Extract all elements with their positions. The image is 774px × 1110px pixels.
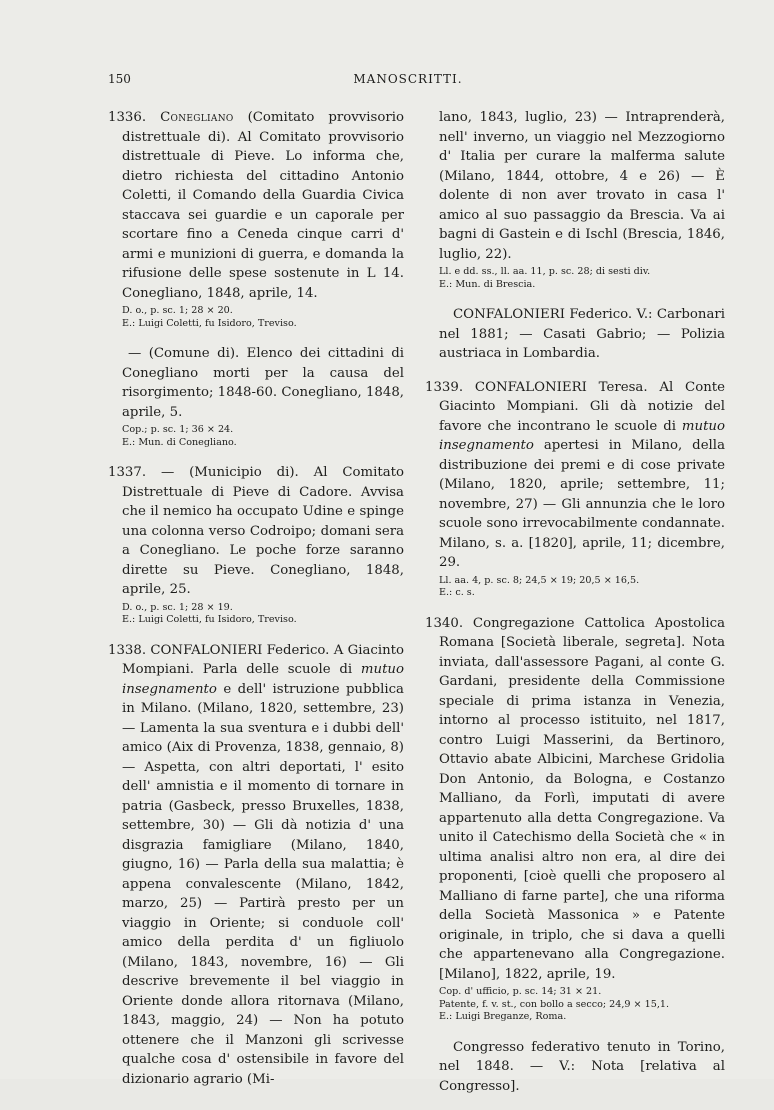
- entry-text: apertesi in Milano, della distribuzione dei premi e di cose private (Milano, 1820, aprile; settembre, 11; novembre, 27) — Gli annunzia che le loro scuole sono irrevocabilmente condannate. Milano, s. a. [1820], aprile, 11; dicembre, 29.: [439, 438, 725, 570]
- entry-lead: CONFALONIERI Teresa.: [474, 379, 648, 395]
- entry-notes: [108, 424, 404, 449]
- entry-body: [108, 108, 404, 303]
- entry-body: [108, 641, 404, 1090]
- entry-italic: mutuo insegnamento: [122, 662, 404, 697]
- note-line: E.: Mun. di Brescia.: [439, 278, 536, 290]
- note-line: E.: Luigi Coletti, fu Isidoro, Treviso.: [122, 614, 297, 625]
- entry-body: [425, 108, 725, 264]
- entry-body: [425, 305, 725, 364]
- entry-notes: [425, 986, 725, 1024]
- entry-1336: [108, 108, 404, 330]
- entry-body: [108, 344, 404, 422]
- note-line: Patente, f. v. st., con bollo a secco; 24,9 × 15,1.: [439, 998, 670, 1010]
- entry-1337: [108, 463, 404, 627]
- entry-italic: mutuo insegnamento: [439, 418, 725, 453]
- entry-comune: [108, 344, 404, 449]
- entry-body: [425, 1038, 725, 1097]
- entry-body: [425, 378, 725, 573]
- entry-text: — (Comune di). Elenco dei cittadini di Conegliano morti per la causa del risorgimento; 1848-60. Conegliano, 1848, aprile, 5.: [122, 346, 405, 420]
- right-column: [425, 108, 725, 1110]
- entry-1338: [108, 641, 404, 1090]
- entry-body: [425, 614, 725, 985]
- entry-text: Al Conte Giacinto Mompiani. Gli dà notizie del favore che incontrano le scuole di: [439, 379, 726, 434]
- entry-number: 1337.: [108, 465, 147, 480]
- entry-1340: [425, 614, 725, 1024]
- note-line: Ll. aa. 4, p. sc. 8; 24,5 × 19; 20,5 × 16,5.: [439, 574, 640, 586]
- entry-body: [108, 463, 404, 600]
- entry-number: 1339.: [425, 379, 464, 395]
- entry-notes: [108, 602, 404, 627]
- page-header: [108, 72, 708, 90]
- entry-notes: [425, 575, 725, 600]
- note-line: E.: c. s.: [439, 587, 475, 598]
- entry-notes: [108, 305, 404, 330]
- entry-lead: Conegliano: [160, 110, 234, 125]
- note-line: E.: Luigi Coletti, fu Isidoro, Treviso.: [122, 317, 297, 329]
- entry-congresso: [425, 1038, 725, 1097]
- entry-number: 1336.: [108, 110, 147, 125]
- page-number: 150: [108, 72, 131, 86]
- note-line: D. o., p. sc. 1; 28 × 20.: [122, 305, 233, 316]
- entry-text: Congregazione Cattolica Apostolica Romana [Società liberale, segreta]. Nota inviata, dall'assessore Pagani, al conte G. Gardani, presidente della Commissione speciale di prima istanza in Venezia, intorno al processo istituito, nel 1817, contro Luigi Masserini, da Bertinoro, Ottavio abate Albicini, Marchese Gridolia Don Antonio, da Bologna, e Costanzo Malliano, da Forlì, imputati di avere appartenuto alla detta Congregazione. Va unito il Catechismo della Società che « in ultima analisi altro non era, al dire dei proponenti, [cioè quelli che proposero al Malliano di farne parte], che una riforma della Società Massonica » e Patente originale, in triplo, che si dava a quelli che appartenevano alla Congregazione. [Milano], 1822, aprile, 19.: [439, 615, 725, 982]
- entry-text: (Comitato provvisorio distrettuale di). Al Comitato provvisorio distrettuale di Pieve. Lo informa che, dietro richiesta del cittadino Antonio Coletti, il Comando della Guardia Civica staccava sei guardie e un caporale per scortare fino a Ceneda cinque carri d' armi e munizioni di guerra, e domanda la rifusione delle spese sostenute in L 14. Conegliano, 1848, aprile, 14.: [122, 110, 404, 301]
- note-line: Ll. e dd. ss., ll. aa. 11, p. sc. 28; di sesti div.: [439, 266, 651, 277]
- entry-text: — (Municipio di). Al Comitato Distrettuale di Pieve di Cadore. Avvisa che il nemico ha occupato Udine e spinge una colonna verso Codroipo; domani sera a Conegliano. Le poche forze saranno dirette su Pieve. Conegliano, 1848, aprile, 25.: [122, 465, 404, 597]
- entry-1338-continued: [425, 108, 725, 291]
- entry-1339: [425, 378, 725, 600]
- note-line: D. o., p. sc. 1; 28 × 19.: [122, 601, 233, 613]
- note-line: Cop. d' ufficio, p. sc. 14; 31 × 21.: [439, 986, 602, 997]
- note-line: E.: Mun. di Conegliano.: [122, 436, 237, 448]
- entry-notes: [425, 266, 725, 291]
- note-line: E.: Luigi Breganze, Roma.: [439, 1011, 567, 1022]
- entry-text: e dell' istruzione pubblica in Milano. (Milano, 1820, settembre, 23) — Lamenta la sua sventura e i dubbi dell' amico (Aix di Provenza, 1838, gennaio, 8) — Aspetta, con altri deportati, l' esito dell' amnistia e il momento di tornare in patria (Gasbeck, presso Bruxelles, 1838, settembre, 30) — Gli dà notizia d' una disgrazia famigliare (Milano, 1840, giugno, 16) — Parla della sua malattia; è appena convalescente (Milano, 1842, marzo, 25) — Partirà presto per un viaggio in Oriente; si conduole coll' amico della perdita d' un figliuolo (Milano, 1843, novembre, 16) — Gli descrive brevemente il bel viaggio in Oriente donde allora ritornava (Milano, 1843, maggio, 24) — Non ha potuto ottenere che il Manzoni gli scrivesse qualche cosa d' ostensibile in favore del dizionario agrario (Mi-: [122, 681, 404, 1087]
- entry-number: 1340.: [425, 615, 464, 631]
- entry-text: A Giacinto Mompiani. Parla delle scuole di: [122, 642, 404, 677]
- entry-text: Congresso federativo tenuto in Torino, nel 1848. — V.: Nota [relativa al Congresso].: [439, 1039, 725, 1094]
- left-column: [108, 108, 404, 1103]
- entry-number: 1338.: [108, 642, 147, 658]
- entry-text: lano, 1843, luglio, 23) — Intraprenderà, nell' inverno, un viaggio nel Mezzogiorno d' Italia per curare la malferma salute (Milano, 1844, ottobre, 4 e 26) — È dolente di non aver trovato in casa l' amico al suo passaggio da Brescia. Va ai bagni di Gastein e di Ischl (Brescia, 1846, luglio, 22).: [439, 110, 725, 262]
- entry-lead: CONFALONIERI Federico.: [150, 642, 330, 658]
- entry-confalonieri-ref: [425, 305, 725, 364]
- running-title: MANOSCRITTI.: [353, 72, 463, 86]
- note-line: Cop.; p. sc. 1; 36 × 24.: [122, 424, 234, 435]
- entry-text: CONFALONIERI Federico. V.: Carbonari nel 1881; — Casati Gabrio; — Polizia austriaca in Lombardia.: [439, 307, 725, 361]
